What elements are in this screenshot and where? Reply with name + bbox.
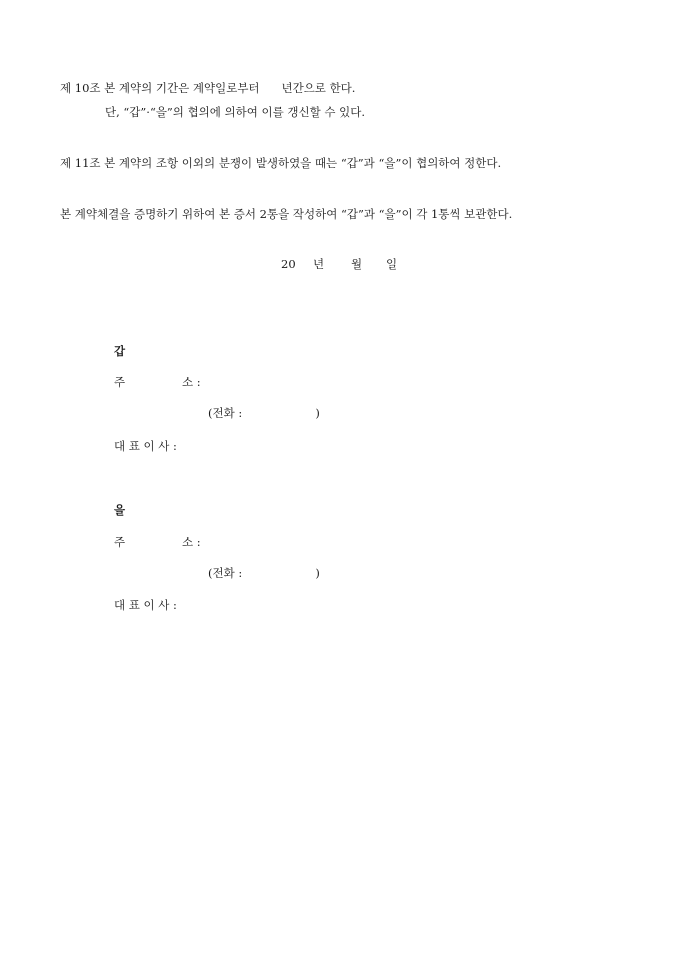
closing-statement: 본 계약체결을 증명하기 위하여 본 증서 2통을 작성하여 “갑”과 “을”이 각 1통씩 보관한다. <box>60 207 513 221</box>
article-10-line-2: 단, “갑”·“을”의 협의에 의하여 이를 갱신할 수 있다. <box>105 105 366 119</box>
date-month-label: 월 <box>351 257 363 271</box>
party-a-address-label-2: 소 : <box>182 375 201 389</box>
date-day-label: 일 <box>386 257 398 271</box>
party-b-address-label-1: 주 <box>114 535 126 549</box>
article-11-line-1: 제 11조 본 계약의 조항 이외의 분쟁이 발생하였을 때는 “갑”과 “을”이 협의하여 정한다. <box>60 156 502 170</box>
party-b-title: 을 <box>114 503 126 517</box>
party-a-address-label-1: 주 <box>114 375 126 389</box>
party-b-phone: (전화 : ) <box>208 566 320 580</box>
date-year-label: 년 <box>313 257 325 271</box>
date-year-prefix: 20 <box>281 257 296 271</box>
party-a-title: 갑 <box>114 344 126 358</box>
article-10-line-1: 제 10조 본 계약의 기간은 계약일로부터 년간으로 한다. <box>60 81 356 95</box>
party-b-address-label-2: 소 : <box>182 535 201 549</box>
party-b-representative-label: 대 표 이 사 : <box>114 598 177 612</box>
party-a-phone: (전화 : ) <box>208 406 320 420</box>
party-a-representative-label: 대 표 이 사 : <box>114 439 177 453</box>
